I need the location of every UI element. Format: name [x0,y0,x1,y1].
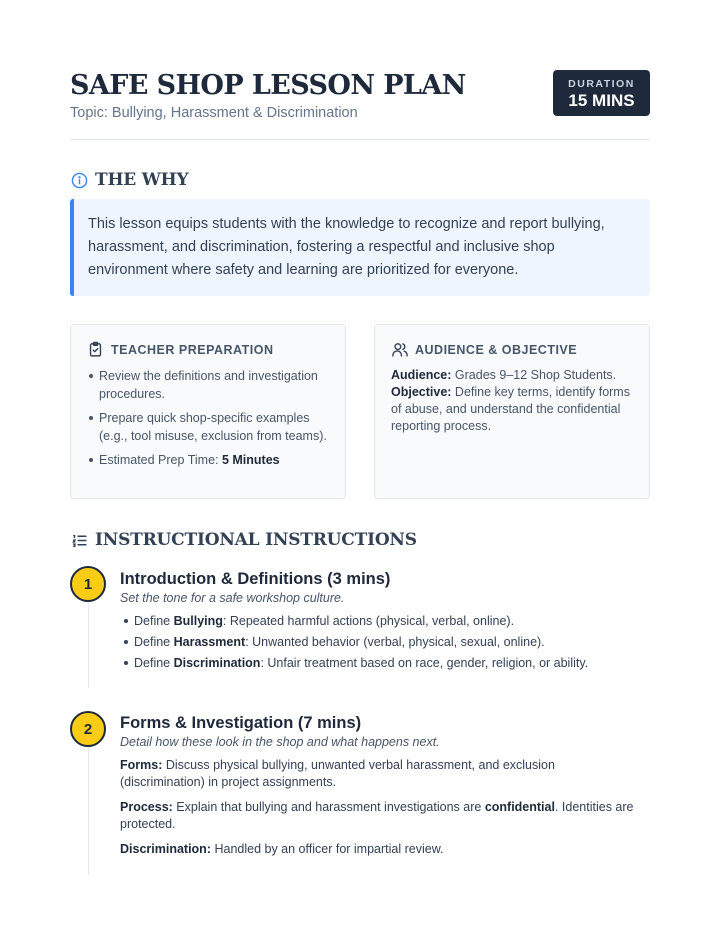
audience-objective-card [374,324,650,499]
instructions-title: INSTRUCTIONAL INSTRUCTIONS [95,530,417,550]
forms-paragraph [120,757,640,791]
step-number-badge: 1 [70,566,106,602]
teacher-prep-title: TEACHER PREPARATION [111,343,274,357]
term-bullying: Bullying [173,614,223,628]
definitions-list [120,613,640,671]
info-icon [70,171,88,189]
prep-time-value: 5 Minutes [221,453,280,467]
lesson-header [70,66,650,140]
why-title: THE WHY [95,170,189,190]
audience-text: Grades 9–12 Shop Students. [451,368,617,382]
step-subtitle: Detail how these look in the shop and what happens next. [120,735,440,749]
list-item: Review the definitions and investigation procedures. [99,367,331,403]
forms-label: Forms: [120,758,163,772]
list-item [99,451,331,469]
topic-subtitle: Topic: Bullying, Harassment & Discrimination [70,105,358,121]
instructions-heading [70,530,417,550]
step-connector [88,745,89,875]
audience-objective-title: AUDIENCE & OBJECTIVE [415,343,578,357]
definition-text: : Unfair treatment based on race, gender, religion, or ability. [260,656,589,670]
step-number-badge: 2 [70,711,106,747]
objective-text: Define key terms, identify forms of abuse, and understand the confidential reporting process. [391,385,630,433]
list-item: Prepare quick shop-specific examples (e.g., tool misuse, exclusion from teams). [99,409,331,445]
process-text: Explain that bullying and harassment investigations are [172,800,485,814]
step-title: Introduction & Definitions (3 mins) [120,570,391,588]
step-subtitle: Set the tone for a safe workshop culture. [120,591,345,605]
why-text: This lesson equips students with the knowledge to recognize and report bullying, harassment, and discrimination, fostering a respectful and inclusive shop environment where safety and learning are prioritized for everyone. [88,216,605,278]
step-title: Forms & Investigation (7 mins) [120,714,362,732]
audience-paragraph [391,367,635,435]
discrimination-label: Discrimination: [120,842,211,856]
confidential-emphasis: confidential [484,800,555,814]
list-item [134,655,640,671]
list-item [134,613,640,629]
forms-text: Discuss physical bullying, unwanted verbal harassment, and exclusion (discrimination) in project assignments. [120,758,555,789]
process-label: Process: [120,800,173,814]
list-icon [70,531,88,549]
duration-badge [553,70,650,116]
duration-label: DURATION [568,78,635,90]
definition-text: : Unwanted behavior (verbal, physical, sexual, online). [245,635,545,649]
objective-label: Objective: [391,385,452,399]
step-forms-investigation [120,712,640,866]
term-discrimination: Discrimination [173,656,261,670]
step-introduction [120,568,640,676]
term-harassment: Harassment [173,635,246,649]
process-text-end: . Identities are protected. [120,800,634,831]
audience-label: Audience: [391,368,452,382]
define-prefix: Define [134,635,174,649]
process-paragraph [120,799,640,833]
discrimination-paragraph [120,841,640,858]
list-item [134,634,640,650]
why-callout [70,199,650,296]
define-prefix: Define [134,656,174,670]
duration-value: 15 MINS [568,91,635,110]
teacher-prep-card [70,324,346,499]
page-title: SAFE SHOP LESSON PLAN [70,70,466,101]
users-icon [391,341,409,359]
teacher-prep-list [87,367,331,469]
definition-text: : Repeated harmful actions (physical, verbal, online). [222,614,515,628]
discrimination-text: Handled by an officer for impartial review. [211,842,444,856]
clipboard-check-icon [87,341,105,359]
prep-time-label: Estimated Prep Time: [99,453,222,467]
why-heading [70,170,188,190]
step-connector [88,600,89,688]
define-prefix: Define [134,614,174,628]
